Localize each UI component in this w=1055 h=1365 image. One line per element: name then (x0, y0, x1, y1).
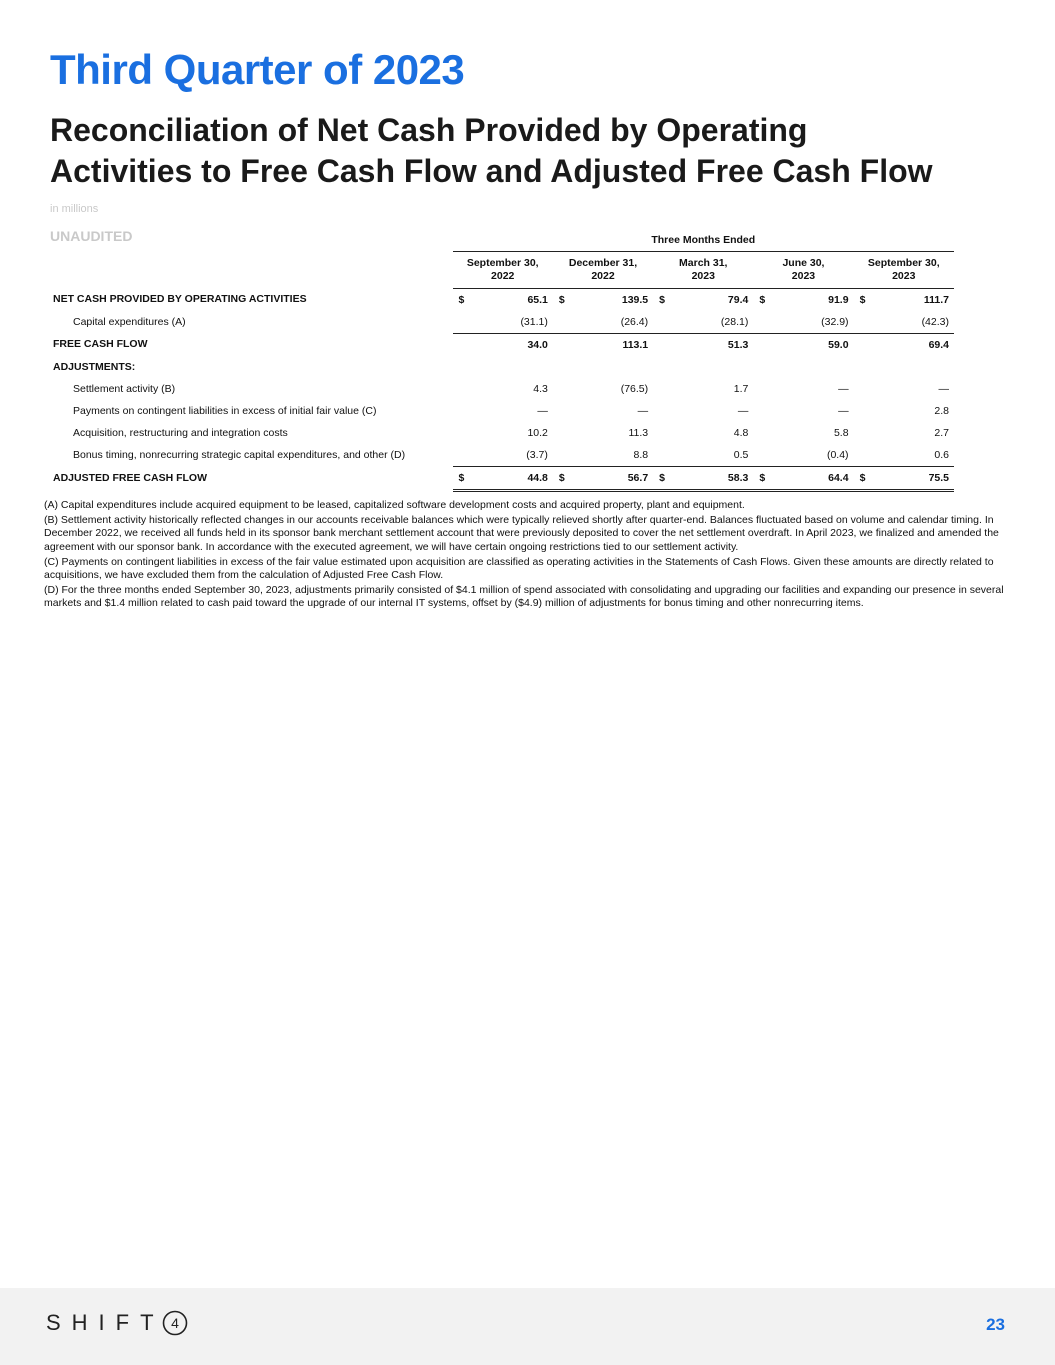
column-header: March 31, 2023 (653, 251, 753, 288)
page-number: 23 (986, 1315, 1005, 1334)
period-header: Three Months Ended (453, 229, 954, 251)
table-row-contingent: Payments on contingent liabilities in excess of initial fair value (C) — — — — 2.8 (73, 404, 949, 417)
table-row-settlement: Settlement activity (B) 4.3 (76.5) 1.7 — — (73, 382, 949, 395)
logo-mark-digit: 4 (170, 1315, 179, 1331)
footnote-b: (B) Settlement activity historically reflected changes in our accounts receivable balances which were typically relieved shortly after quarter-end. Balances fluctuated based on volume and calendar timing. In December 2022, we received all funds held in its sponsor bank merchant settlement account that were previously deposited to cover the net settlement overdraft. In April 2023, we finalized and amended the agreement with our sponsor bank. In accordance with the executed agreement, we will have certain ongoing restrictions tied to our settlement activity. (44, 514, 999, 553)
unaudited-label: UNAUDITED (50, 228, 133, 244)
column-header-row (50, 251, 954, 288)
page-title: Third Quarter of 2023 (50, 46, 465, 93)
footnote-c: (C) Payments on contingent liabilities in excess of the fair value estimated upon acquisition are classified as operating activities in the Statements of Cash Flows. Given these amounts are directly related to acquisitions, we have excluded them from the calculation of Adjusted Free Cash Flow. (44, 555, 994, 582)
column-header: September 30, 2023 (854, 251, 954, 288)
column-header: June 30, 2023 (753, 251, 853, 288)
page-footer (0, 1288, 1055, 1365)
footnote-a: (A) Capital expenditures include acquired equipment to be leased, capitalized software development costs and acquired property, plant and equipment. (44, 499, 745, 511)
subtitle-line-2: Activities to Free Cash Flow and Adjusted Free Cash Flow (50, 153, 933, 189)
table-row-adjustments-header: ADJUSTMENTS: (53, 360, 136, 373)
shift4-logo (46, 1310, 188, 1336)
column-header: September 30, 2022 (453, 251, 553, 288)
table-row-net-cash: NET CASH PROVIDED BY OPERATING ACTIVITIES $ 65.1 $ 139.5 $ 79.4 $ 91.9 $ 111.7 (53, 293, 949, 306)
table-row-acquisition: Acquisition, restructuring and integration costs 10.2 11.3 4.8 5.8 2.7 (73, 426, 949, 439)
table-row-adjusted-fcf: ADJUSTED FREE CASH FLOW $ 44.8 $ 56.7 $ 58.3 $ 64.4 $ 75.5 (50, 466, 954, 490)
reconciliation-table (50, 229, 954, 492)
page-subtitle (50, 110, 1030, 192)
units-note: in millions (50, 203, 99, 215)
period-header-row (50, 229, 954, 251)
footnote-d: (D) For the three months ended September 30, 2023, adjustments primarily consisted of $4.1 million of spend associated with consolidating and upgrading our facilities and expanding our presence in several markets and $1.4 million related to cash paid toward the upgrade of our internal IT systems, offset by ($4.9) million of adjustments for bonus timing and other nonrecurring items. (44, 584, 1004, 610)
table-row-bonus: Bonus timing, nonrecurring strategic capital expenditures, and other (D) (3.7) 8.8 0.5 (0.4) 0.6 (50, 444, 954, 467)
subtitle-line-1: Reconciliation of Net Cash Provided by Operating (50, 112, 808, 148)
footnotes (44, 499, 1012, 613)
logo-wordmark: SHIFT (46, 1310, 165, 1335)
table-row-capex: Capital expenditures (A) (31.1) (26.4) (28.1) (32.9) (42.3) (50, 311, 954, 334)
column-header: December 31, 2022 (553, 251, 653, 288)
logo-circle-four-icon (162, 1310, 188, 1336)
table-row-fcf: FREE CASH FLOW 34.0 113.1 51.3 59.0 69.4 (53, 338, 949, 351)
